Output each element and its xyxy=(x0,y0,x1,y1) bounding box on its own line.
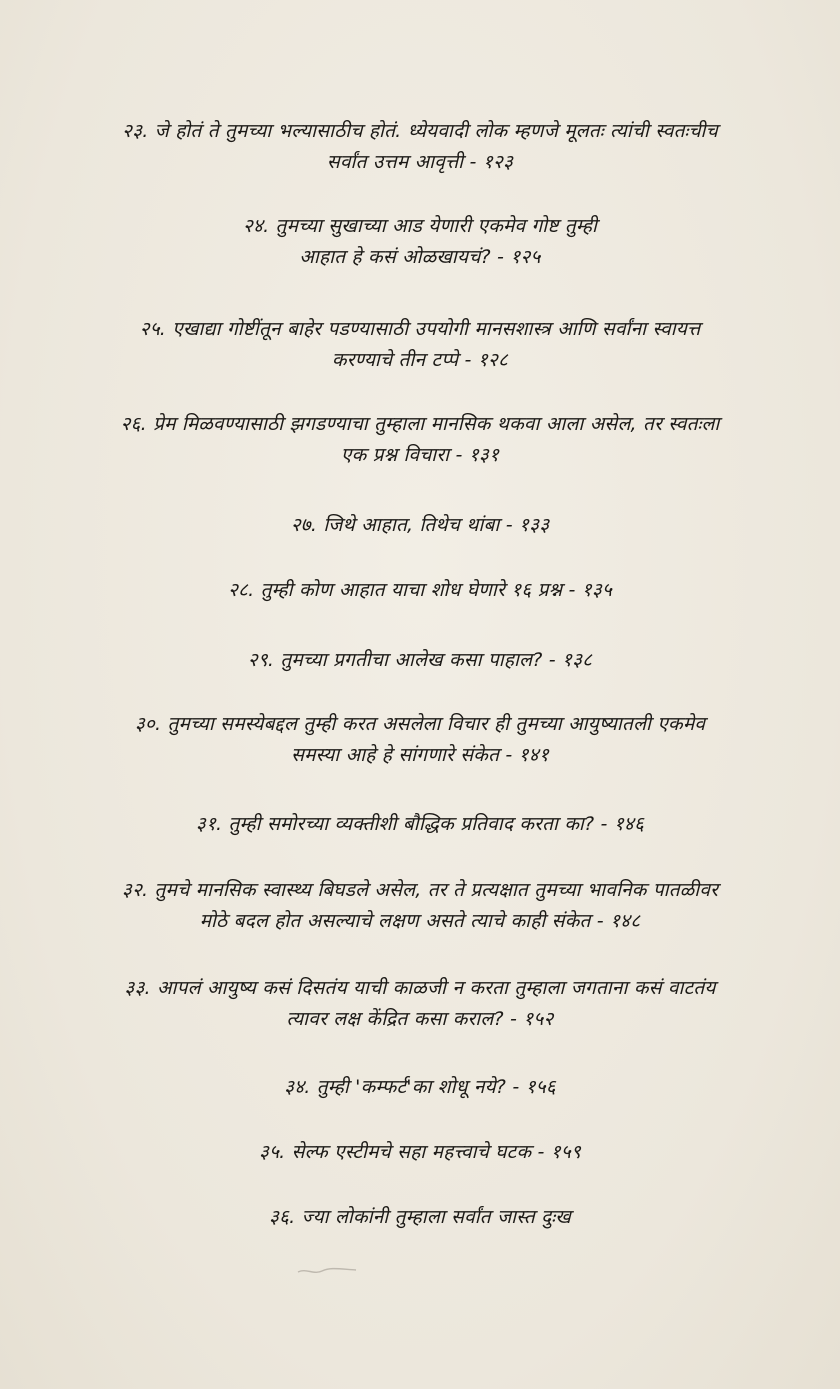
toc-entry-line: त्यावर लक्ष केंद्रित कसा कराल? - १५२ xyxy=(286,1008,554,1030)
toc-entry-25 xyxy=(60,314,780,376)
toc-entry-line: २९. तुमच्या प्रगतीचा आलेख कसा पाहाल? - १३८ xyxy=(247,649,593,671)
toc-entry-30 xyxy=(60,709,780,771)
toc-entry-line: २८. तुम्ही कोण आहात याचा शोध घेणारे १६ प्रश्न - १३५ xyxy=(227,579,613,601)
toc-entry-line: ३१. तुम्ही समोरच्या व्यक्तीशी बौद्धिक प्रतिवाद करता का? - १४६ xyxy=(195,813,645,835)
toc-entry-line: करण्याचे तीन टप्पे - १२८ xyxy=(331,349,509,371)
toc-entry-line: एक प्रश्न विचारा - १३१ xyxy=(340,444,500,466)
toc-entry-line: २६. प्रेम मिळवण्यासाठी झगडण्याचा तुम्हाला मानसिक थकवा आला असेल, तर स्वतःला xyxy=(120,413,720,435)
toc-entry-line: सर्वांत उत्तम आवृत्ती - १२३ xyxy=(326,151,514,173)
toc-entry-line: आहात हे कसं ओळखायचं? - १२५ xyxy=(299,246,541,268)
toc-entry-line: ३०. तुमच्या समस्येबद्दल तुम्ही करत असलेला विचार ही तुमच्या आयुष्यातली एकमेव xyxy=(134,713,706,735)
toc-entry-line: समस्या आहे हे सांगणारे संकेत - १४१ xyxy=(291,744,549,766)
toc-entry-line: ३६. ज्या लोकांनी तुम्हाला सर्वांत जास्त दुःख xyxy=(268,1206,572,1228)
toc-entry-line: २७. जिथे आहात, तिथेच थांबा - १३३ xyxy=(290,514,550,536)
toc-entry-36 xyxy=(60,1202,780,1233)
toc-entry-line: ३४. तुम्ही 'कम्फर्ट'का शोधू नये? - १५६ xyxy=(284,1076,556,1098)
toc-entry-line: २३. जे होतं ते तुमच्या भल्यासाठीच होतं. ध्येयवादी लोक म्हणजे मूलतः त्यांची स्वतःचीच xyxy=(122,120,718,142)
toc-entry-line: मोठे बदल होत असल्याचे लक्षण असते त्याचे काही संकेत - १४८ xyxy=(199,910,641,932)
toc-entry-23 xyxy=(60,116,780,178)
toc-entry-27 xyxy=(60,510,780,541)
toc-entry-35 xyxy=(60,1137,780,1168)
toc-entry-line: २५. एखाद्या गोष्टींतून बाहेर पडण्यासाठी उपयोगी मानसशास्त्र आणि सर्वांना स्वायत्त xyxy=(139,318,701,340)
toc-entry-26 xyxy=(60,409,780,471)
toc-entry-line: ३३. आपलं आयुष्य कसं दिसतंय याची काळजी न करता तुम्हाला जगताना कसं वाटतंय xyxy=(124,977,716,999)
toc-entry-31 xyxy=(60,809,780,840)
toc-entry-33 xyxy=(60,973,780,1035)
ink-smudge-mark xyxy=(296,1266,358,1276)
toc-entry-28 xyxy=(60,575,780,606)
toc-entry-29 xyxy=(60,645,780,676)
toc-entry-line: ३५. सेल्फ एस्टीमचे सहा महत्त्वाचे घटक - १५९ xyxy=(258,1141,582,1163)
toc-entry-line: २४. तुमच्या सुखाच्या आड येणारी एकमेव गोष्ट तुम्ही xyxy=(242,215,598,237)
toc-entry-24 xyxy=(60,211,780,273)
toc-entry-32 xyxy=(60,875,780,937)
toc-entry-line: ३२. तुमचे मानसिक स्वास्थ्य बिघडले असेल, तर ते प्रत्यक्षात तुमच्या भावनिक पातळीवर xyxy=(121,879,719,901)
toc-entry-34 xyxy=(60,1072,780,1103)
